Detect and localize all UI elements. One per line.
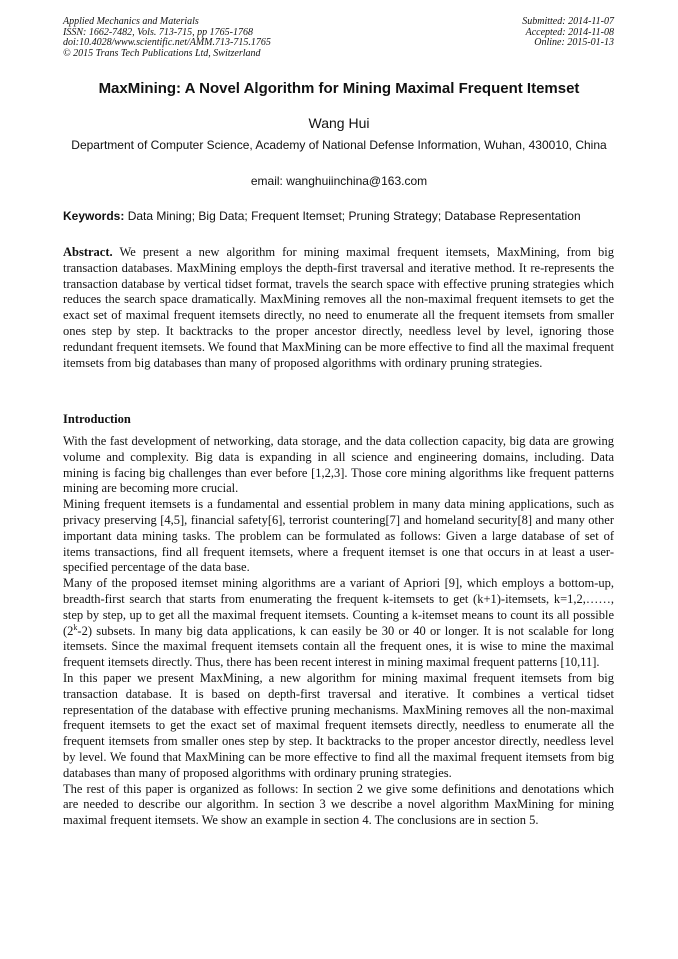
- section-heading-introduction: Introduction: [63, 412, 131, 426]
- abstract-text: We present a new algorithm for mining maximal frequent itemsets, MaxMining, from big transaction databases. MaxMining employs the depth-first traversal and iterative method. It re-represents the transaction database by vertical tidset format, travels the search space with effective pruning strategies which reduces the search space dramatically. MaxMining removes all the non-maximal frequent itemsets to get the exact set of maximal frequent itemsets directly, no need to enumerate all the frequent itemsets from smaller ones step by step. It backtracks to the proper ancestor directly, needless level by level, ignoring those redundant frequent itemsets. We found that MaxMining can be more effective to find all the maximal frequent itemsets from big databases than many of proposed algorithms with ordinary pruning strategies.: [63, 245, 614, 370]
- author-name: Wang Hui: [308, 115, 370, 131]
- introduction-body: [63, 434, 614, 829]
- journal-copyright: © 2015 Trans Tech Publications Ltd, Switzerland: [63, 47, 261, 59]
- intro-paragraph-3-part-a: Many of the proposed itemset mining algorithms are a variant of Apriori [9], which employs a bottom-up, breadth-first search that starts from enumerating the frequent k-itemsets to get (k+1)-itemsets, k=1,2,……, step by step, up to get all the maximal frequent itemsets. Counting a k-itemset means to count its all possible (2: [63, 576, 614, 638]
- submitted-date: Submitted: 2014-11-07: [522, 16, 614, 27]
- author-affiliation: Department of Computer Science, Academy of National Defense Information, Wuhan, 430010, China: [71, 138, 607, 152]
- intro-paragraph-5: The rest of this paper is organized as follows: In section 2 we give some definitions and denotations which are needed to describe our algorithm. In section 3 we describe a novel algorithm MaxMining for mining maximal frequent itemsets. We show an example in section 4. The conclusions are in section 5.: [63, 781, 614, 828]
- keywords-label: Keywords:: [63, 209, 125, 223]
- journal-header-right: [522, 17, 614, 49]
- paper-title: MaxMining: A Novel Algorithm for Mining Maximal Frequent Itemset: [98, 80, 580, 97]
- intro-paragraph-1: With the fast development of networking, data storage, and the data collection capacity, big data are growing volume and complexity. Big data is expanding in all science and engineering domains, including. Data mining is facing big challenges than ever before [1,2,3]. Those core mining algorithms like frequent patterns mining are becoming more crucial.: [63, 434, 614, 496]
- abstract: [63, 245, 614, 371]
- journal-doi: doi:10.4028/www.scientific.net/AMM.713-715.1765: [63, 37, 271, 49]
- keywords-text: Data Mining; Big Data; Frequent Itemset; Pruning Strategy; Database Representation: [127, 209, 581, 223]
- online-date: Online: 2015-01-13: [534, 37, 614, 49]
- intro-paragraph-3: [63, 576, 614, 671]
- intro-paragraph-3-part-b: -2) subsets. In many big data applications, k can easily be 30 or 40 or longer. It is not scalable for long itemsets. Since the maximal frequent itemsets contain all the frequent ones, it is wise to mine the maximal frequent itemsets directly. Thus, there has been recent interest in mining maximal frequent patterns [10,11].: [63, 623, 614, 670]
- intro-paragraph-2: Mining frequent itemsets is a fundamental and essential problem in many data mining applications, such as privacy preserving [4,5], financial safety[6], terrorist countering[7] and homeland security[8] and many other important data mining tasks. The problem can be formulated as follows: Given a large database of set of items transactions, find all frequent itemsets, where a frequent itemset is one that occurs in at least a user-specified percentage of the data base.: [63, 497, 614, 575]
- keywords: [63, 208, 623, 224]
- author-email: email: wanghuiinchina@163.com: [250, 174, 428, 188]
- journal-name: Applied Mechanics and Materials: [63, 16, 199, 27]
- journal-issn: ISSN: 1662-7482, Vols. 713-715, pp 1765-1768: [63, 26, 253, 38]
- journal-header-left: [63, 17, 271, 59]
- intro-paragraph-4: In this paper we present MaxMining, a new algorithm for mining maximal frequent itemsets from big transaction database. It is based on depth-first traversal and iterative. It combines a vertical tidset representation of the database with effective pruning mechanisms. MaxMining removes all the non-maximal frequent itemsets to get the exact set of maximal frequent itemsets directly, needless to enumerate all the frequent itemsets from smaller ones step by step. It backtracks to the proper ancestor directly, needless level by level. We found that MaxMining can be more effective to find all the maximal frequent itemsets from big databases than many of proposed algorithms with ordinary pruning strategies.: [63, 670, 614, 780]
- exponent-k: k: [73, 622, 78, 632]
- accepted-date: Accepted: 2014-11-08: [525, 26, 614, 38]
- abstract-label: Abstract.: [63, 245, 113, 259]
